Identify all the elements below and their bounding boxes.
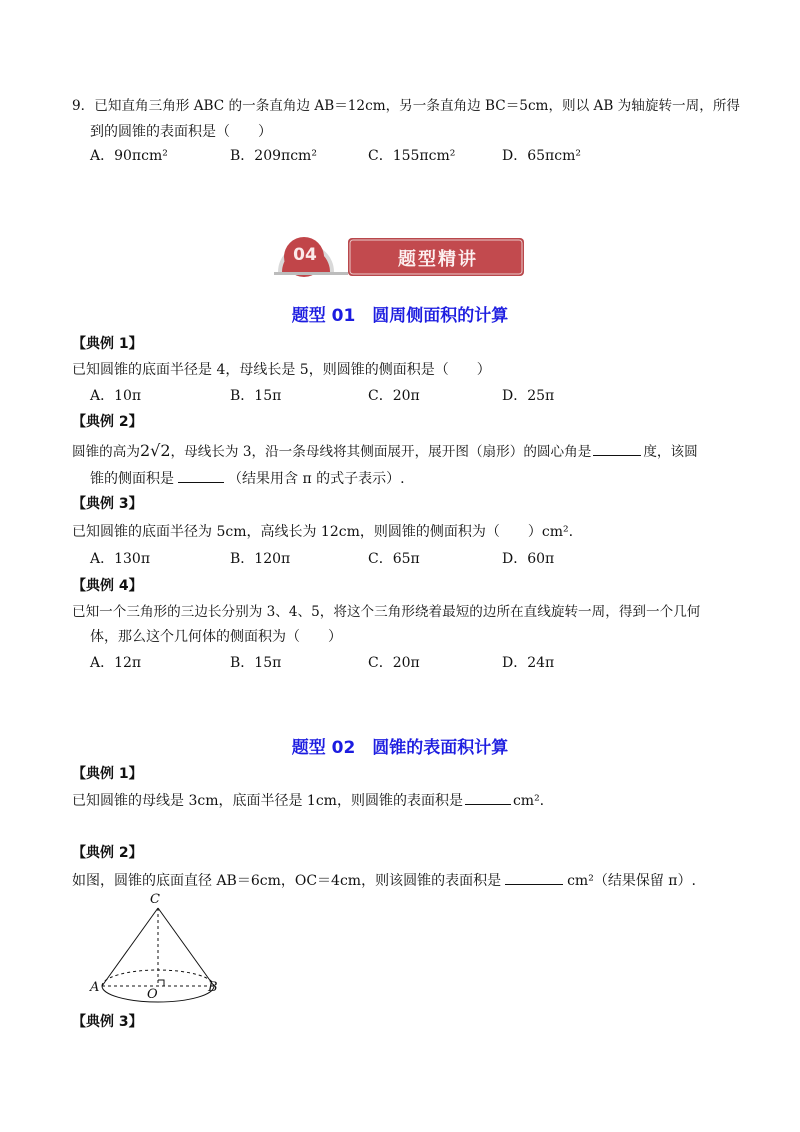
label-a: A <box>90 980 100 995</box>
q9-line2: 到的圆锥的表面积是（ ） <box>90 124 272 140</box>
type01-ex1-option-c: C．20π <box>368 388 420 404</box>
type01-ex2-line2a: 锥的侧面积是 <box>90 471 174 487</box>
q9-line1: 9．已知直角三角形 ABC 的一条直角边 AB＝12cm，另一条直角边 BC＝5cm，则以 AB 为轴旋转一周，所得 <box>72 98 741 114</box>
q9-option-d: D．65πcm² <box>502 148 581 164</box>
type02-ex2-textb: cm²（结果保留 π）. <box>567 873 696 889</box>
type01-ex4-option-d: D．24π <box>502 655 555 671</box>
type01-ex2-sqrt: 2√2 <box>139 441 171 460</box>
type01-ex3-tag: 【典例 3】 <box>72 496 143 512</box>
type01-ex1-option-b: B．15π <box>230 388 282 404</box>
type01-ex1-option-a: A．10π <box>90 388 142 404</box>
type01-ex3-text: 已知圆锥的底面半径为 5cm，高线长为 12cm，则圆锥的侧面积为（ ）cm². <box>72 524 574 540</box>
type01-ex1-tag: 【典例 1】 <box>72 336 143 352</box>
type01-ex1-option-d: D．25π <box>502 388 555 404</box>
type01-ex3-option-d: D．60π <box>502 551 555 567</box>
type02-ex2-tag: 【典例 2】 <box>72 845 143 861</box>
type01-ex2-line2 <box>90 468 405 489</box>
type01-title: 题型 01 圆周侧面积的计算 <box>291 306 509 326</box>
type02-ex1-text <box>72 790 544 811</box>
type02-ex2-text <box>72 870 696 891</box>
type01-ex4-line2: 体，那么这个几何体的侧面积为（ ） <box>90 629 342 645</box>
type02-ex3-tag: 【典例 3】 <box>72 1014 143 1030</box>
type01-ex3-option-b: B．120π <box>230 551 291 567</box>
type01-ex1-text: 已知圆锥的底面半径是 4，母线长是 5，则圆锥的侧面积是（ ） <box>72 362 491 378</box>
banner-number: 04 <box>293 245 317 265</box>
type01-ex2-line1b: ，母线长为 3，沿一条母线将其侧面展开，展开图（扇形）的圆心角是 <box>170 444 592 460</box>
type01-ex4-option-b: B．15π <box>230 655 282 671</box>
label-b: B <box>208 980 218 995</box>
type01-ex2-line2b: （结果用含 π 的式子表示）. <box>228 471 405 487</box>
type02-title: 题型 02 圆锥的表面积计算 <box>291 738 509 758</box>
type02-ex2-texta: 如图，圆锥的底面直径 AB＝6cm，OC＝4cm，则该圆锥的表面积是 <box>72 873 502 889</box>
q9-option-a: A．90πcm² <box>90 148 168 164</box>
q9-option-b: B．209πcm² <box>230 148 317 164</box>
type01-ex4-line1: 已知一个三角形的三边长分别为 3、4、5，将这个三角形绕着最短的边所在直线旋转一周，得到一个几何 <box>72 604 701 620</box>
type01-ex2-line1a: 圆锥的高为 <box>72 444 140 460</box>
answer-blank <box>593 441 641 456</box>
label-o: O <box>147 987 158 1002</box>
type01-ex3-option-c: C．65π <box>368 551 420 567</box>
type02-ex1-texta: 已知圆锥的母线是 3cm，底面半径是 1cm，则圆锥的表面积是 <box>72 793 463 809</box>
cone-diagram <box>88 894 228 1004</box>
type02-ex1-tag: 【典例 1】 <box>72 766 143 782</box>
answer-blank <box>505 870 563 885</box>
type02-ex1-textb: cm². <box>512 793 545 809</box>
type01-ex2-line1c: 度，该圆 <box>643 444 698 460</box>
type01-ex4-option-c: C．20π <box>368 655 420 671</box>
type01-ex3-option-a: A．130π <box>90 551 151 567</box>
type01-ex4-tag: 【典例 4】 <box>72 578 143 594</box>
answer-blank <box>465 790 511 805</box>
type01-ex2-line1 <box>72 441 698 462</box>
section-banner <box>274 232 526 282</box>
label-c: C <box>150 892 160 907</box>
type01-ex4-option-a: A．12π <box>90 655 142 671</box>
answer-blank <box>178 468 224 483</box>
cone-figure <box>88 894 228 1004</box>
type01-ex2-tag: 【典例 2】 <box>72 414 143 430</box>
q9-option-c: C．155πcm² <box>368 148 456 164</box>
banner-label: 题型精讲 <box>398 249 478 270</box>
